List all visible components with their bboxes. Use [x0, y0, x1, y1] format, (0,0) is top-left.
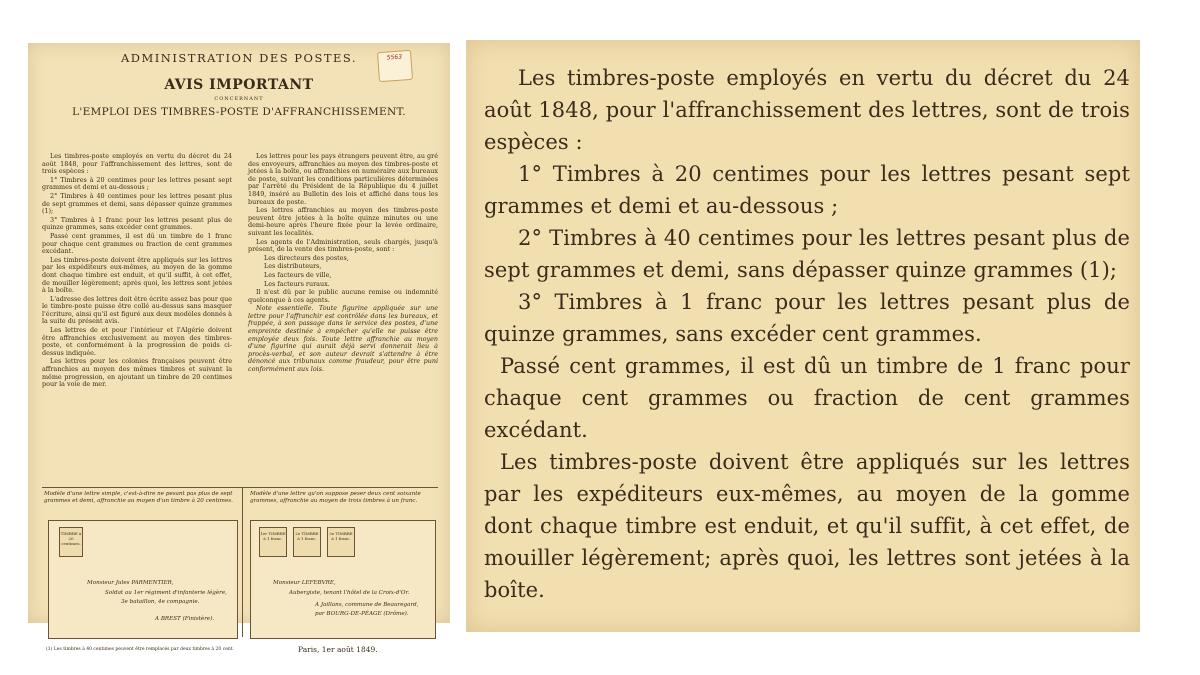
stamp-1f: 2e TIMBRE à 1 franc.	[293, 527, 321, 557]
detail-item-1: 1° Timbres à 20 centimes pour les lettres pesant sept grammes et demi et au-dessous ;	[484, 162, 1130, 218]
detail-zoom	[466, 40, 1140, 632]
agent-item: Les facteurs ruraux.	[264, 279, 330, 288]
agent-item: Les directeurs des postes,	[264, 253, 349, 262]
address-line: A BREST (Finistère).	[155, 616, 215, 622]
detail-paragraph-2: Les timbres-poste doivent être appliqués sur les lettres par les expéditeurs eux-mêmes, au moyen de la gomme dont chaque timbre est enduit, et qu'il suffit, à cet effet, de mouiller légèrement; après quoi, les lettres sont jetées à la boîte.	[484, 450, 1130, 602]
paragraph: 3° Timbres à 1 franc pour les lettres pesant plus de quinze grammes, sans excéder cent grammes.	[42, 215, 232, 232]
notice-page	[28, 43, 450, 654]
paragraph: Les lettres pour les pays étrangers peuvent être, au gré des envoyeurs, affranchies au moyen des timbres-poste et jetées à la boîte, ou affranchies en numéraire aux bureaux de poste, suivant les conditions particulières déterminées par l'arrêté du Président de la République du 4 juillet 1849, inséré au Bulletin des lois et affiché dans tous les bureaux de poste.	[248, 152, 438, 206]
concernant: CONCERNANT	[214, 96, 264, 102]
header: ADMINISTRATION DES POSTES.	[120, 51, 358, 65]
stamp-1f: 1er TIMBRE à 1 franc.	[259, 527, 287, 557]
detail-intro: Les timbres-poste employés en vertu du décret du 24 août 1848, pour l'affranchissement des lettres, sont de trois espèces :	[484, 66, 1130, 154]
paragraph: Les agents de l'Administration, seuls chargés, jusqu'à présent, de la vente des timbres-poste, sont :	[248, 237, 438, 254]
agent-item: Les distributeurs,	[264, 262, 322, 271]
envelope-model-heavy	[250, 520, 436, 639]
paragraph: 2° Timbres à 40 centimes pour les lettres pesant plus de sept grammes et demi, sans dépasser quinze grammes (1);	[42, 191, 232, 216]
left-column	[42, 153, 232, 390]
address-line: Aubergiste, tenant l'hôtel de la Croix-d'Or.	[289, 590, 410, 596]
notice-columns	[42, 153, 438, 483]
paragraph: L'adresse des lettres doit être écrite assez bas pour que le timbre-poste puisse être collé au-dessus sans masquer l'écriture, ainsi qu'il est figuré aux deux modèles donnés à la suite du présent avis.	[42, 294, 232, 326]
model-right-caption: Modèle d'une lettre qu'on suppose peser deux cent soixante grammes, affranchie au moyen de trois timbres à un franc.	[250, 491, 421, 504]
paragraph: 1° Timbres à 20 centimes pour les lettres pesant sept grammes et demi et au-dessous ;	[42, 175, 232, 192]
address-line: Monsieur Jules PARMENTIER,	[87, 580, 174, 586]
title: AVIS IMPORTANT	[164, 77, 314, 93]
agent-item: Les facteurs de ville,	[264, 270, 332, 279]
paragraph: Passé cent grammes, il est dû un timbre de 1 franc pour chaque cent grammes ou fraction de cent grammes excédant.	[42, 231, 232, 256]
address-line: par BOURG-DE-PÉAGE (Drôme).	[315, 611, 409, 617]
stamp-1f: 3e TIMBRE à 1 franc.	[327, 527, 355, 557]
envelope-model-simple	[48, 520, 238, 639]
right-column	[248, 153, 438, 375]
detail-item-2: 2° Timbres à 40 centimes pour les lettres pesant plus de sept grammes et demi, sans dépasser quinze grammes (1);	[484, 226, 1130, 282]
paragraph: Les timbres-poste employés en vertu du décret du 24 août 1848, pour l'affranchissement des lettres, sont de trois espèces :	[42, 152, 232, 176]
paragraph: Les lettres affranchies au moyen des timbres-poste peuvent être jetées à la boîte quinze minutes ou une demi-heure après l'heure fixée pour la levée ordinaire, suivant les localités.	[248, 206, 438, 237]
model-left-caption: Modèle d'une lettre simple, c'est-à-dire ne pesant pas plus de sept grammes et demi, affranchie au moyen d'un timbre à 20 centimes.	[44, 491, 233, 504]
models-divider	[42, 487, 438, 488]
stamp-20c: TIMBRE à 20 centimes.	[59, 527, 83, 557]
date-line: Paris, 1er août 1849.	[298, 645, 378, 654]
address-line: Soldat au 1er régiment d'infanterie légère,	[105, 590, 227, 596]
paragraph: Les timbres-poste doivent être appliqués sur les lettres par les expéditeurs eux-mêmes, au moyen de la gomme dont chaque timbre est enduit, et qu'il suffit, à cet effet, de mouiller légèrement; après quoi, les lettres sont jetées à la boîte.	[42, 255, 232, 295]
paragraph: Il n'est dû par le public aucune remise ou indemnité quelconque à ces agents.	[248, 288, 438, 304]
archive-stamp: 5563	[377, 50, 413, 82]
detail-item-3: 3° Timbres à 1 franc pour les lettres pesant plus de quinze grammes, sans excéder cent grammes.	[484, 290, 1130, 346]
detail-paragraph-1: Passé cent grammes, il est dû un timbre de 1 franc pour chaque cent grammes ou fraction de cent grammes excédant.	[484, 354, 1130, 442]
models-vertical-divider	[242, 487, 243, 637]
paragraph: Les lettres de et pour l'intérieur et l'Algérie doivent être affranchies exclusivement au moyen des timbres-poste, et conformément à la progression de poids ci-dessus indiquée.	[42, 326, 232, 357]
note-essentielle: Note essentielle. Toute figurine appliquée sur une lettre pour l'affranchir est contrôlée dans les bureaux, et frappée, à son passage dans le service des postes, d'une empreinte destinée à empêcher qu'elle ne puisse être employée deux fois. Toute lettre affranchie au moyen d'une figurine qui aurait déjà servi donnerait lieu à procès-verbal, et son auteur devrait s'attendre à être dénoncé aux tribunaux comme fraudeur, pour être puni conformément aux lois.	[248, 304, 438, 374]
paragraph: Les lettres pour les colonies françaises peuvent être affranchies au moyen des mêmes timbres et suivant la même progression, en ajoutant un timbre de 20 centimes pour la voie de mer.	[42, 357, 232, 389]
subtitle: L'EMPLOI DES TIMBRES-POSTE D'AFFRANCHISSEMENT.	[72, 106, 406, 118]
footnote: (1) Les timbres à 40 centimes peuvent être remplacés par deux timbres à 20 cent.	[46, 647, 235, 652]
address-line: A Jaillans, commune de Beauregard,	[315, 602, 419, 608]
address-line: Monsieur LEFEBVRE,	[273, 580, 336, 586]
address-line: 3e bataillon, 4e compagnie.	[121, 599, 200, 605]
